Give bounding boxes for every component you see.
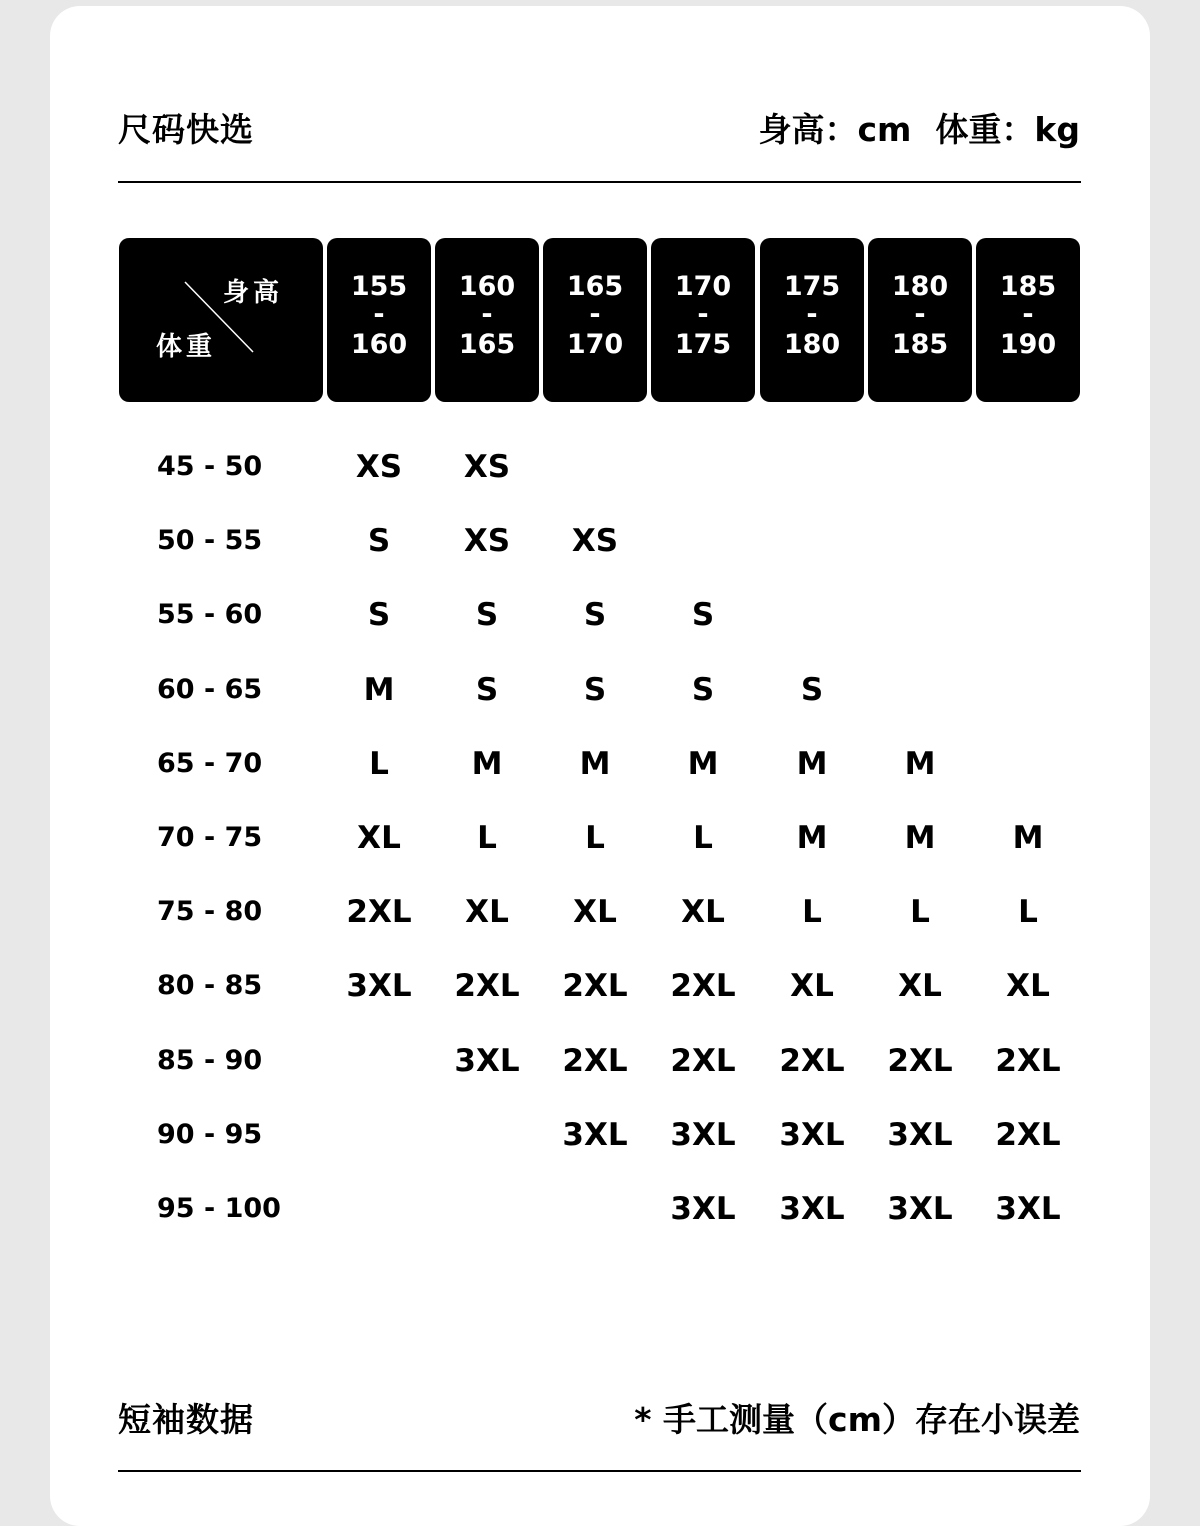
weight-range-label: 50 - 55 (157, 525, 263, 556)
height-range-header (435, 238, 539, 402)
size-cell: S (583, 597, 607, 633)
range-dash: - (806, 299, 818, 330)
weight-range-label: 80 - 85 (157, 970, 263, 1001)
size-cell: S (475, 597, 499, 633)
weight-range-label: 45 - 50 (157, 451, 263, 482)
size-cell: XS (463, 523, 511, 559)
size-cell: XS (355, 449, 403, 485)
size-cell: S (800, 672, 824, 708)
range-dash: - (697, 299, 709, 330)
size-cell: 3XL (562, 1117, 628, 1153)
size-cell: 2XL (670, 968, 736, 1004)
size-cell: 2XL (346, 894, 412, 930)
size-cell: 3XL (995, 1191, 1061, 1227)
size-cell: XL (1006, 968, 1050, 1004)
table-corner-header (119, 238, 323, 402)
weight-range-label: 75 - 80 (157, 896, 263, 927)
size-cell: 2XL (779, 1043, 845, 1079)
weight-range-label: 65 - 70 (157, 748, 263, 779)
height-range-to: 175 (674, 329, 732, 360)
size-cell: S (475, 672, 499, 708)
diagonal-divider (119, 238, 323, 402)
size-cell: M (904, 820, 936, 856)
size-cell: 2XL (995, 1117, 1061, 1153)
height-range-from: 165 (566, 271, 624, 302)
height-range-header (976, 238, 1080, 402)
size-cell: 2XL (562, 968, 628, 1004)
weight-range-label: 70 - 75 (157, 822, 263, 853)
corner-height-label: 身高 (223, 278, 284, 308)
height-range-to: 190 (999, 329, 1057, 360)
size-cell: 3XL (346, 968, 412, 1004)
size-cell: L (585, 820, 605, 856)
weight-range-label: 60 - 65 (157, 674, 263, 705)
height-range-to: 160 (350, 329, 408, 360)
weight-unit: 体重：kg (935, 110, 1080, 149)
size-cell: L (693, 820, 713, 856)
size-cell: M (471, 746, 503, 782)
size-cell: 3XL (779, 1117, 845, 1153)
size-cell: 3XL (670, 1191, 736, 1227)
height-range-to: 180 (783, 329, 841, 360)
size-cell: 3XL (779, 1191, 845, 1227)
weight-range-label: 85 - 90 (157, 1045, 263, 1076)
size-cell: XL (465, 894, 509, 930)
size-cell: L (1018, 894, 1038, 930)
height-range-header (651, 238, 755, 402)
size-cell: 2XL (995, 1043, 1061, 1079)
height-range-header (327, 238, 431, 402)
height-range-from: 170 (674, 271, 732, 302)
size-cell: S (691, 597, 715, 633)
height-range-header (760, 238, 864, 402)
size-cell: L (477, 820, 497, 856)
size-cell: 2XL (562, 1043, 628, 1079)
size-cell: M (687, 746, 719, 782)
size-cell: 3XL (887, 1191, 953, 1227)
weight-range-label: 55 - 60 (157, 599, 263, 630)
weight-range-label: 90 - 95 (157, 1119, 263, 1150)
size-cell: XS (463, 449, 511, 485)
size-cell: 2XL (454, 968, 520, 1004)
size-cell: 3XL (887, 1117, 953, 1153)
size-cell: S (691, 672, 715, 708)
height-range-from: 185 (999, 271, 1057, 302)
height-range-from: 175 (783, 271, 841, 302)
unit-legend (758, 110, 1080, 150)
short-sleeve-title: 短袖数据 (118, 1400, 254, 1439)
size-cell: 3XL (670, 1117, 736, 1153)
divider (118, 181, 1081, 183)
height-range-from: 160 (458, 271, 516, 302)
size-cell: 2XL (887, 1043, 953, 1079)
size-cell: M (796, 820, 828, 856)
size-cell: M (796, 746, 828, 782)
divider (118, 1470, 1081, 1472)
size-cell: 2XL (670, 1043, 736, 1079)
quick-select-title: 尺码快选 (118, 110, 254, 149)
size-cell: XL (898, 968, 942, 1004)
height-range-header (543, 238, 647, 402)
size-cell: XL (681, 894, 725, 930)
size-cell: M (363, 672, 395, 708)
size-cell: M (1012, 820, 1044, 856)
size-cell: 3XL (454, 1043, 520, 1079)
height-range-from: 155 (350, 271, 408, 302)
range-dash: - (1022, 299, 1034, 330)
size-cell: S (583, 672, 607, 708)
size-cell: XS (571, 523, 619, 559)
height-range-from: 180 (891, 271, 949, 302)
height-range-header (868, 238, 972, 402)
height-range-to: 170 (566, 329, 624, 360)
measurement-note: * 手工测量（cm）存在小误差 (634, 1400, 1080, 1439)
size-cell: S (367, 523, 391, 559)
height-range-to: 185 (891, 329, 949, 360)
range-dash: - (481, 299, 493, 330)
size-cell: S (367, 597, 391, 633)
range-dash: - (373, 299, 385, 330)
range-dash: - (589, 299, 601, 330)
size-cell: L (369, 746, 389, 782)
size-cell: M (579, 746, 611, 782)
size-cell: M (904, 746, 936, 782)
range-dash: - (914, 299, 926, 330)
size-cell: L (802, 894, 822, 930)
size-cell: L (910, 894, 930, 930)
corner-weight-label: 体重 (156, 332, 217, 362)
size-cell: XL (790, 968, 834, 1004)
weight-range-label: 95 - 100 (157, 1193, 281, 1224)
size-cell: XL (573, 894, 617, 930)
height-unit: 身高：cm (758, 110, 912, 149)
height-range-to: 165 (458, 329, 516, 360)
size-cell: XL (357, 820, 401, 856)
